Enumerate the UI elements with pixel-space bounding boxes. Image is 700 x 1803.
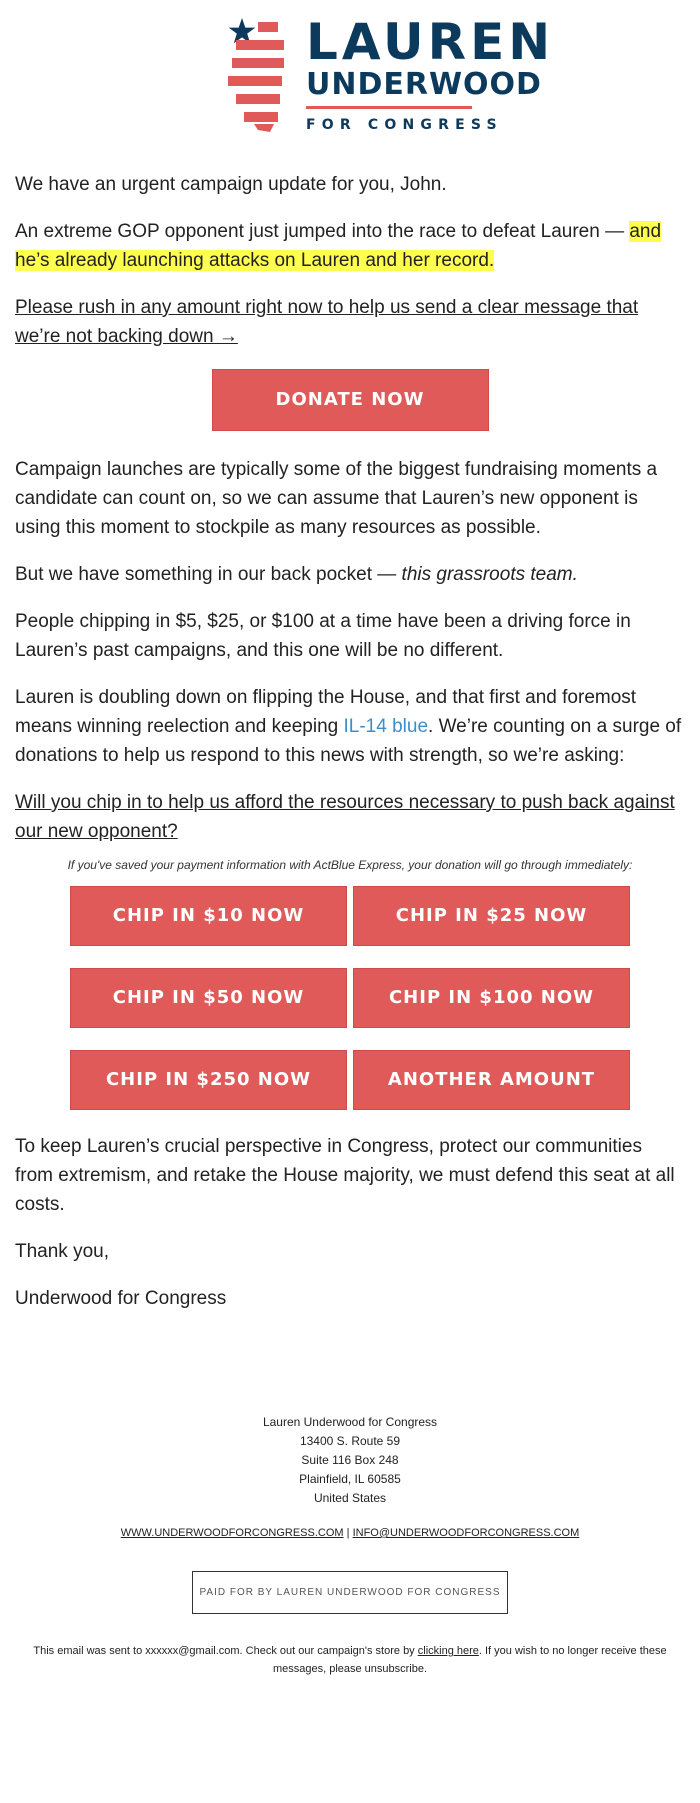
illinois-flag-icon bbox=[228, 18, 290, 132]
rush-donate-link[interactable]: Please rush in any amount right now to help us send a clear message that we’re not backing down → bbox=[15, 297, 639, 347]
signoff: Thank you, bbox=[15, 1241, 109, 1262]
back-pocket-text: But we have something in our back pocket — bbox=[15, 564, 402, 585]
rush-paragraph bbox=[15, 293, 685, 351]
chip-25-button[interactable]: CHIP IN $25 NOW bbox=[353, 886, 630, 946]
grassroots-text: this grassroots team. bbox=[401, 564, 578, 585]
chip-row bbox=[70, 1050, 630, 1110]
email-link[interactable]: INFO@UNDERWOODFORCONGRESS.COM bbox=[352, 1527, 580, 1539]
donate-row bbox=[0, 369, 700, 431]
signature: Underwood for Congress bbox=[15, 1288, 227, 1309]
email-footer bbox=[0, 1413, 700, 1678]
address-line: Suite 116 Box 248 bbox=[301, 1453, 399, 1467]
chip-50-button[interactable]: CHIP IN $50 NOW bbox=[70, 968, 347, 1028]
email-body bbox=[0, 170, 700, 351]
address-line: 13400 S. Route 59 bbox=[299, 1434, 401, 1448]
link-separator: | bbox=[346, 1527, 350, 1539]
footer-links bbox=[0, 1524, 700, 1543]
logo-surname: UNDERWOOD bbox=[306, 67, 542, 102]
chip-button-grid bbox=[70, 886, 630, 1110]
star-icon bbox=[229, 18, 256, 43]
paid-for-disclaimer: PAID FOR BY LAUREN UNDERWOOD FOR CONGRESS bbox=[192, 1571, 507, 1614]
logo-tagline: FOR CONGRESS bbox=[306, 117, 503, 133]
flipping-text-start: Lauren is doubling down on flipping the House, and that first and foremost means winning reelection and keeping bbox=[15, 687, 637, 737]
legal-text-start: This email was sent to xxxxxx@gmail.com. Check out our campaign's store by bbox=[33, 1645, 418, 1657]
chip-row bbox=[70, 886, 630, 946]
store-link[interactable]: clicking here bbox=[417, 1645, 479, 1657]
chip-row bbox=[70, 968, 630, 1028]
footer-address bbox=[0, 1413, 700, 1508]
alert-paragraph bbox=[15, 217, 685, 275]
alert-text: An extreme GOP opponent just jumped into the race to defeat Lauren — bbox=[15, 221, 630, 242]
address-line: United States bbox=[313, 1491, 387, 1505]
chip-10-button[interactable]: CHIP IN $10 NOW bbox=[70, 886, 347, 946]
legal-text-end: . If you wish to no longer receive these messages, please unsubscribe. bbox=[272, 1645, 667, 1675]
chip-in-link[interactable]: Will you chip in to help us afford the resources necessary to push back against our new opponent? bbox=[15, 792, 675, 842]
highlighted-text: and he’s already launching attacks on Lauren and her record. bbox=[15, 221, 662, 271]
flipping-house-paragraph bbox=[15, 683, 685, 770]
logo-name: LAUREN bbox=[306, 13, 555, 71]
email-body-continued bbox=[0, 455, 700, 846]
flipping-text-end: . We’re counting on a surge of donations to help us respond to this news with strength, so we’re asking: bbox=[15, 716, 682, 766]
logo-divider bbox=[306, 106, 472, 109]
donate-now-button[interactable]: DONATE NOW bbox=[212, 369, 489, 431]
greeting-paragraph: We have an urgent campaign update for you, John. bbox=[15, 174, 447, 195]
il-14-blue-link[interactable]: IL-14 blue bbox=[343, 716, 429, 737]
campaign-launch-paragraph: Campaign launches are typically some of the biggest fundraising moments a candidate can count on, so we can assume that Lauren’s new opponent is using this moment to stockpile as many resources as possible. bbox=[15, 459, 658, 538]
email-closing bbox=[0, 1132, 700, 1313]
address-line: Plainfield, IL 60585 bbox=[299, 1472, 401, 1486]
website-link[interactable]: WWW.UNDERWOODFORCONGRESS.COM bbox=[120, 1527, 344, 1539]
another-amount-button[interactable]: ANOTHER AMOUNT bbox=[353, 1050, 630, 1110]
address-line: Lauren Underwood for Congress bbox=[262, 1415, 438, 1429]
chipping-paragraph: People chipping in $5, $25, or $100 at a time have been a driving force in Lauren’s past campaigns, and this one will be no different. bbox=[15, 611, 631, 661]
chip-in-paragraph bbox=[15, 788, 685, 846]
chip-100-button[interactable]: CHIP IN $100 NOW bbox=[353, 968, 630, 1028]
legal-notice bbox=[0, 1642, 700, 1678]
chip-250-button[interactable]: CHIP IN $250 NOW bbox=[70, 1050, 347, 1110]
closing-paragraph: To keep Lauren’s crucial perspective in Congress, protect our communities from extremism, and retake the House majority, we must defend this seat at all costs. bbox=[15, 1136, 675, 1215]
campaign-logo bbox=[0, 0, 700, 170]
back-pocket-paragraph bbox=[15, 560, 685, 589]
actblue-express-note: If you've saved your payment information with ActBlue Express, your donation will go through immediately: bbox=[67, 858, 633, 872]
